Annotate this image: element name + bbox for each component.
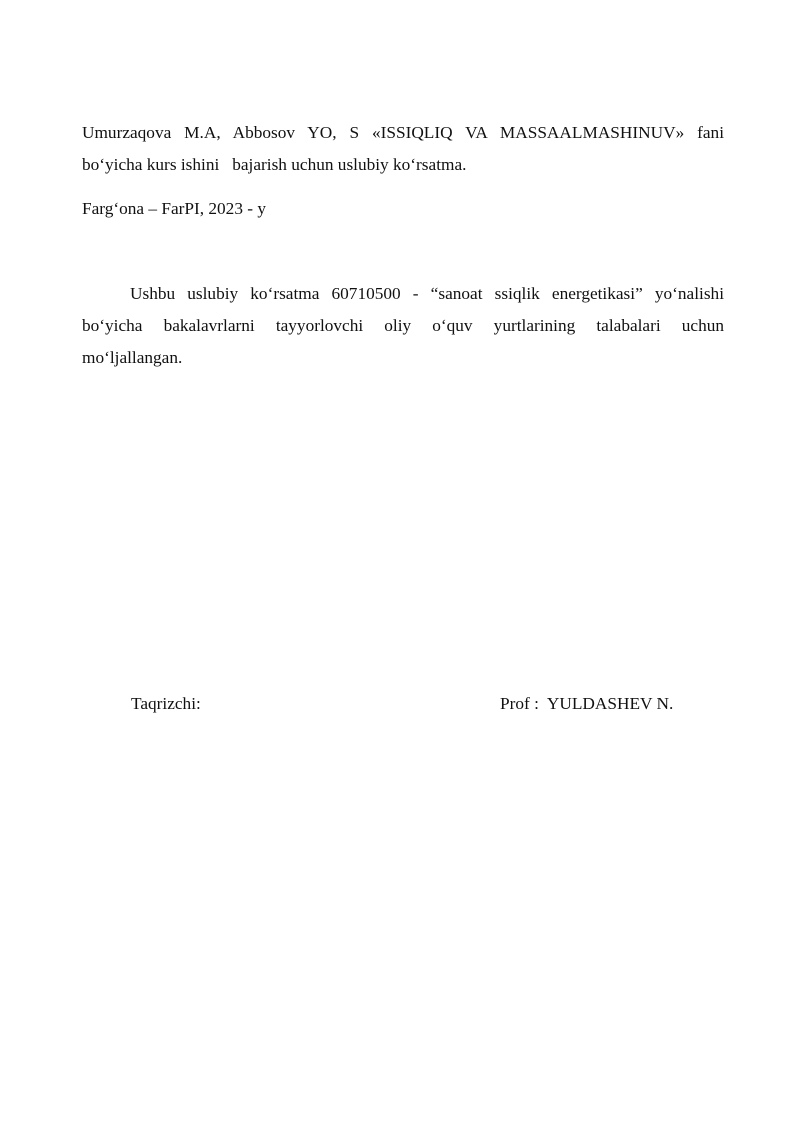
citation-line-1: Umurzaqova M.A, Abbosov YO, S «ISSIQLIQ VA MASSAALMASHINUV» fani — [82, 123, 724, 142]
purpose-line-2: bo‘yicha bakalavrlarni tayyorlovchi oliy o‘quv yurtlarining talabalari uchun — [82, 316, 724, 335]
purpose-line-3: mo‘ljallangan. — [82, 348, 183, 367]
bibliographic-citation — [82, 117, 724, 181]
publication-imprint — [82, 193, 724, 225]
citation-line-2: bo‘yicha kurs ishini bajarish uchun uslubiy ko‘rsatma. — [82, 155, 467, 174]
reviewer-name: Prof : YULDASHEV N. — [500, 694, 674, 713]
imprint-line: Farg‘ona – FarPI, 2023 - y — [82, 199, 266, 218]
purpose-line-1: Ushbu uslubiy ko‘rsatma 60710500 - “sanoat ssiqlik energetikasi” yo‘nalishi — [130, 284, 724, 303]
reviewer-label: Taqrizchi: — [131, 694, 201, 713]
purpose-paragraph — [82, 278, 724, 374]
